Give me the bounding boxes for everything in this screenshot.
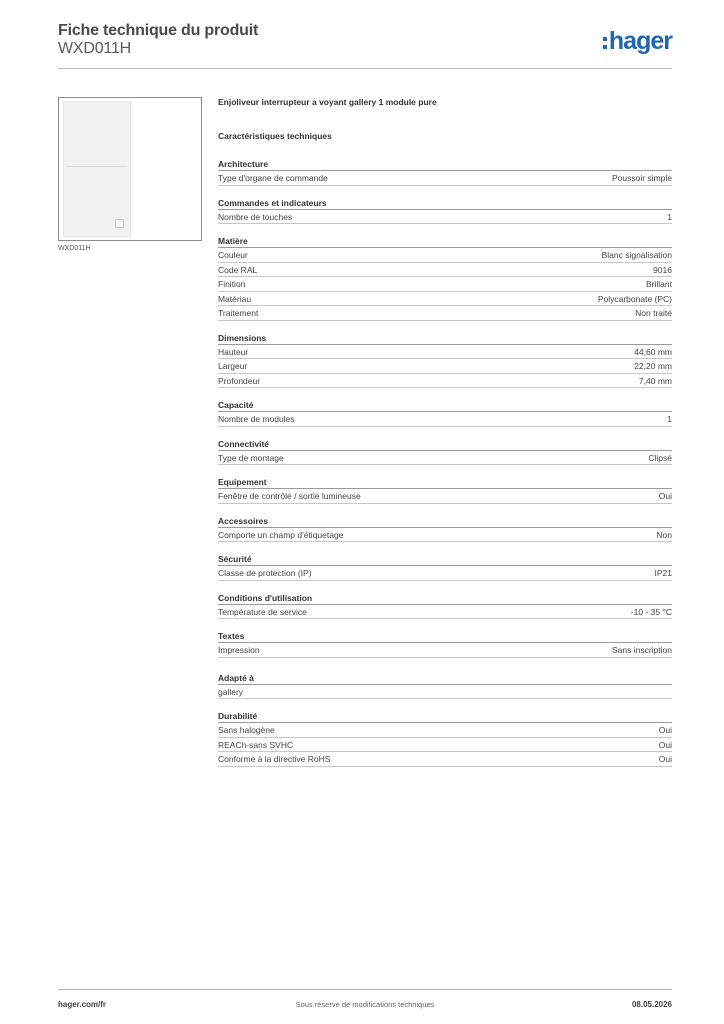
logo-text: hager bbox=[608, 26, 672, 55]
section-title: Accessoires bbox=[218, 515, 672, 528]
spec-section bbox=[218, 476, 672, 504]
spec-value: IP21 bbox=[654, 568, 672, 578]
spec-section bbox=[218, 515, 672, 543]
spec-section bbox=[218, 332, 672, 389]
spec-label: Fenêtre de contrôle / sortie lumineuse bbox=[218, 491, 361, 501]
spec-row bbox=[218, 345, 672, 360]
spec-label: Profondeur bbox=[218, 375, 261, 386]
spec-label: Finition bbox=[218, 279, 246, 289]
spec-row bbox=[218, 292, 672, 307]
spec-value: Oui bbox=[658, 491, 672, 501]
spec-label: Hauteur bbox=[218, 346, 249, 357]
spec-section bbox=[218, 710, 672, 767]
spec-value: Blanc signalisation bbox=[601, 250, 672, 260]
spec-section bbox=[218, 438, 672, 466]
spec-value: Brillant bbox=[646, 279, 672, 289]
spec-label: Conforme à la directive RoHS bbox=[218, 754, 331, 764]
spec-label: Température de service bbox=[218, 606, 307, 617]
spec-content bbox=[218, 96, 672, 778]
spec-row bbox=[218, 171, 672, 186]
footer-website[interactable]: hager.com/fr bbox=[58, 1000, 107, 1009]
spec-row bbox=[218, 528, 672, 543]
spec-section bbox=[218, 197, 672, 225]
page-header bbox=[58, 20, 672, 70]
section-title: Sécurité bbox=[218, 553, 672, 566]
footer-disclaimer: Sous réserve de modifications techniques bbox=[295, 1000, 435, 1009]
spec-sections bbox=[218, 158, 672, 767]
spec-row bbox=[218, 738, 672, 753]
spec-value: Oui bbox=[658, 754, 672, 764]
header-divider bbox=[58, 68, 672, 69]
spec-row bbox=[218, 451, 672, 466]
spec-section bbox=[218, 235, 672, 321]
plate-seam bbox=[67, 166, 127, 167]
section-title: Equipement bbox=[218, 476, 672, 489]
spec-label: Impression bbox=[218, 645, 260, 655]
section-title: Durabilité bbox=[218, 710, 672, 723]
spec-row bbox=[218, 412, 672, 427]
spec-value: Non bbox=[656, 529, 672, 540]
spec-value: Oui bbox=[658, 739, 672, 750]
spec-value: 1 bbox=[667, 211, 672, 222]
logo-dots-icon bbox=[603, 37, 607, 49]
product-image bbox=[58, 97, 202, 241]
switch-plate-icon bbox=[63, 101, 131, 237]
footer-date: 08.05.2026 bbox=[631, 1000, 672, 1009]
spec-value: Polycarbonate (PC) bbox=[597, 293, 672, 304]
spec-row bbox=[218, 566, 672, 581]
section-title: Architecture bbox=[218, 158, 672, 171]
section-title: Dimensions bbox=[218, 332, 672, 345]
spec-row bbox=[218, 752, 672, 767]
spec-value: 9016 bbox=[653, 264, 672, 275]
spec-value: 44,60 mm bbox=[634, 346, 672, 357]
hager-logo bbox=[603, 26, 672, 56]
spec-row bbox=[218, 263, 672, 278]
spec-row bbox=[218, 374, 672, 389]
spec-label: Type d'organe de commande bbox=[218, 173, 328, 183]
spec-label: Couleur bbox=[218, 250, 248, 260]
section-title: Textes bbox=[218, 630, 672, 643]
spec-heading: Caractéristiques techniques bbox=[218, 131, 332, 141]
spec-value: Poussoir simple bbox=[612, 173, 672, 183]
document-title: Fiche technique du produit bbox=[58, 22, 259, 39]
spec-label: Largeur bbox=[218, 361, 248, 371]
spec-row bbox=[218, 685, 672, 700]
spec-label: Classe de protection (IP) bbox=[218, 568, 312, 578]
spec-section bbox=[218, 399, 672, 427]
spec-value: Oui bbox=[658, 725, 672, 735]
spec-value: 22,20 mm bbox=[634, 361, 672, 371]
section-title: Connectivité bbox=[218, 438, 672, 451]
spec-row bbox=[218, 723, 672, 738]
section-title: Conditions d'utilisation bbox=[218, 592, 672, 605]
spec-value: 7,40 mm bbox=[638, 375, 672, 386]
spec-row bbox=[218, 210, 672, 225]
spec-row bbox=[218, 306, 672, 321]
spec-value: Non traité bbox=[635, 308, 672, 318]
spec-section bbox=[218, 630, 672, 658]
spec-section bbox=[218, 672, 672, 700]
spec-section bbox=[218, 553, 672, 581]
spec-value: Sans inscription bbox=[611, 645, 672, 655]
spec-row bbox=[218, 643, 672, 658]
spec-label: Nombre de touches bbox=[218, 211, 293, 222]
product-reference: WXD011H bbox=[58, 40, 131, 57]
spec-row bbox=[218, 489, 672, 504]
spec-label: gallery bbox=[218, 686, 244, 697]
page-footer bbox=[58, 989, 672, 1013]
spec-row bbox=[218, 277, 672, 292]
product-name: Enjoliveur interrupteur a voyant gallery 1 module pure bbox=[218, 97, 437, 107]
section-title: Capacité bbox=[218, 399, 672, 412]
indicator-led-icon bbox=[115, 219, 124, 228]
spec-label: REACh-sans SVHC bbox=[218, 739, 294, 750]
spec-row bbox=[218, 605, 672, 620]
spec-row bbox=[218, 248, 672, 263]
section-title: Commandes et indicateurs bbox=[218, 197, 672, 210]
spec-section bbox=[218, 158, 672, 186]
spec-label: Type de montage bbox=[218, 452, 284, 463]
spec-row bbox=[218, 359, 672, 374]
spec-section bbox=[218, 592, 672, 620]
image-caption: WXD011H bbox=[58, 245, 91, 252]
section-title: Adapté à bbox=[218, 672, 672, 685]
spec-value: Clipsé bbox=[648, 452, 672, 463]
spec-value: 1 bbox=[667, 414, 672, 424]
spec-label: Traitement bbox=[218, 308, 259, 318]
spec-label: Matériau bbox=[218, 293, 252, 304]
spec-label: Code RAL bbox=[218, 264, 258, 275]
spec-label: Comporte un champ d'étiquetage bbox=[218, 529, 344, 540]
section-title: Matière bbox=[218, 235, 672, 248]
spec-label: Sans halogène bbox=[218, 725, 275, 735]
spec-label: Nombre de modules bbox=[218, 414, 295, 424]
spec-value: -10 - 35 °C bbox=[630, 606, 672, 617]
